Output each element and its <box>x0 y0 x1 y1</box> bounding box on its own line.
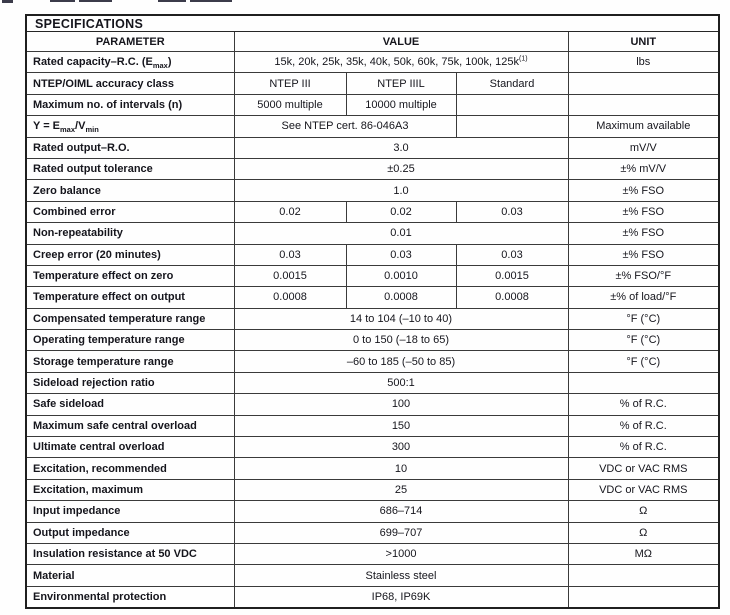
param-cell: Safe sideload <box>26 394 234 415</box>
param-cell: Zero balance <box>26 180 234 201</box>
unit-cell: Ω <box>568 522 719 543</box>
value-cell: NTEP III <box>234 73 346 94</box>
value-cell: 14 to 104 (–10 to 40) <box>234 308 568 329</box>
value-cell: 10000 multiple <box>346 94 456 115</box>
table-row-compensated-temp-range <box>26 308 719 329</box>
clipped-text-fragments <box>0 0 730 5</box>
unit-cell: VDC or VAC RMS <box>568 479 719 500</box>
param-cell: Insulation resistance at 50 VDC <box>26 543 234 564</box>
table-row-rated-capacity <box>26 52 719 73</box>
table-row-insulation-resistance <box>26 543 719 564</box>
unit-cell <box>568 586 719 608</box>
value-cell: 0.01 <box>234 223 568 244</box>
table-row-excitation-recommended <box>26 458 719 479</box>
value-cell: 0.03 <box>456 201 568 222</box>
column-header-unit: UNIT <box>568 32 719 52</box>
value-cell <box>456 116 568 137</box>
clipped-text-fragment <box>190 0 232 2</box>
value-cell: 0.03 <box>346 244 456 265</box>
param-cell: Excitation, recommended <box>26 458 234 479</box>
table-row-temp-effect-output <box>26 287 719 308</box>
table-row-non-repeatability <box>26 223 719 244</box>
param-cell <box>26 52 234 73</box>
table-row-input-impedance <box>26 501 719 522</box>
param-cell: Ultimate central overload <box>26 437 234 458</box>
param-cell: Environmental protection <box>26 586 234 608</box>
unit-cell: % of R.C. <box>568 437 719 458</box>
unit-cell: °F (°C) <box>568 330 719 351</box>
unit-cell: Maximum available <box>568 116 719 137</box>
unit-cell <box>568 565 719 586</box>
table-header-row <box>26 32 719 52</box>
param-cell: Material <box>26 565 234 586</box>
unit-cell: MΩ <box>568 543 719 564</box>
param-text: Rated capacity–R.C. (E <box>33 56 153 69</box>
table-title: SPECIFICATIONS <box>26 15 719 32</box>
unit-cell: ±% of load/°F <box>568 287 719 308</box>
table-row-temp-effect-zero <box>26 265 719 286</box>
unit-cell: lbs <box>568 52 719 73</box>
table-row-combined-error <box>26 201 719 222</box>
value-cell: 10 <box>234 458 568 479</box>
value-cell: 0.03 <box>456 244 568 265</box>
param-cell: Operating temperature range <box>26 330 234 351</box>
param-cell: Storage temperature range <box>26 351 234 372</box>
value-cell: 150 <box>234 415 568 436</box>
clipped-text-fragment <box>79 0 112 2</box>
value-cell: 0.0008 <box>456 287 568 308</box>
value-cell: 0.0015 <box>456 265 568 286</box>
param-cell: Excitation, maximum <box>26 479 234 500</box>
value-cell: Stainless steel <box>234 565 568 586</box>
param-cell: Maximum safe central overload <box>26 415 234 436</box>
unit-cell: ±% FSO/°F <box>568 265 719 286</box>
table-row-environmental-protection <box>26 586 719 608</box>
param-cell: Output impedance <box>26 522 234 543</box>
clipped-text-fragment <box>2 0 13 3</box>
unit-cell: Ω <box>568 501 719 522</box>
param-cell: Maximum no. of intervals (n) <box>26 94 234 115</box>
value-cell <box>456 94 568 115</box>
value-cell: ±0.25 <box>234 158 568 179</box>
value-cell: 0.0008 <box>234 287 346 308</box>
table-row-storage-temp-range <box>26 351 719 372</box>
param-text: /V <box>75 120 86 133</box>
unit-cell: % of R.C. <box>568 394 719 415</box>
unit-cell: VDC or VAC RMS <box>568 458 719 479</box>
table-row-rated-output-tolerance <box>26 158 719 179</box>
unit-cell: ±% FSO <box>568 244 719 265</box>
clipped-text-fragment <box>50 0 75 2</box>
table-row-safe-sideload <box>26 394 719 415</box>
value-cell: >1000 <box>234 543 568 564</box>
value-cell: 500:1 <box>234 372 568 393</box>
param-cell <box>26 116 234 137</box>
value-cell: Standard <box>456 73 568 94</box>
value-cell: 0 to 150 (–18 to 65) <box>234 330 568 351</box>
value-cell: IP68, IP69K <box>234 586 568 608</box>
param-cell: NTEP/OIML accuracy class <box>26 73 234 94</box>
param-cell: Temperature effect on output <box>26 287 234 308</box>
unit-cell: ±% FSO <box>568 180 719 201</box>
param-cell: Rated output–R.O. <box>26 137 234 158</box>
value-cell: –60 to 185 (–50 to 85) <box>234 351 568 372</box>
unit-cell: % of R.C. <box>568 415 719 436</box>
param-cell: Sideload rejection ratio <box>26 372 234 393</box>
unit-cell: ±% FSO <box>568 201 719 222</box>
value-cell: 300 <box>234 437 568 458</box>
table-row-creep-error <box>26 244 719 265</box>
value-cell: 1.0 <box>234 180 568 201</box>
value-cell: 0.0008 <box>346 287 456 308</box>
value-cell: 3.0 <box>234 137 568 158</box>
param-cell: Rated output tolerance <box>26 158 234 179</box>
param-cell: Input impedance <box>26 501 234 522</box>
unit-cell: ±% FSO <box>568 223 719 244</box>
value-cell: 0.02 <box>346 201 456 222</box>
value-cell: 0.03 <box>234 244 346 265</box>
table-row-material <box>26 565 719 586</box>
param-text: Y = E <box>33 120 61 133</box>
value-cell: See NTEP cert. 86-046A3 <box>234 116 456 137</box>
param-cell: Compensated temperature range <box>26 308 234 329</box>
table-row-sideload-rejection <box>26 372 719 393</box>
param-subscript: max <box>60 125 76 135</box>
value-cell: 686–714 <box>234 501 568 522</box>
table-row-ultimate-central-overload <box>26 437 719 458</box>
table-row-max-intervals <box>26 94 719 115</box>
param-cell: Temperature effect on zero <box>26 265 234 286</box>
unit-cell <box>568 372 719 393</box>
value-cell: NTEP IIIL <box>346 73 456 94</box>
table-row-excitation-maximum <box>26 479 719 500</box>
table-row-rated-output <box>26 137 719 158</box>
table-row-operating-temp-range <box>26 330 719 351</box>
specifications-table <box>25 14 720 609</box>
value-cell <box>234 52 568 73</box>
footnote-marker: (1) <box>519 55 528 63</box>
param-cell: Creep error (20 minutes) <box>26 244 234 265</box>
value-cell: 0.0015 <box>234 265 346 286</box>
param-text: ) <box>167 56 172 69</box>
value-text: 15k, 20k, 25k, 35k, 40k, 50k, 60k, 75k, 100k, 125k <box>274 56 520 69</box>
param-subscript: max <box>152 61 168 71</box>
param-cell: Combined error <box>26 201 234 222</box>
clipped-text-fragment <box>158 0 186 2</box>
unit-cell: °F (°C) <box>568 351 719 372</box>
table-row-output-impedance <box>26 522 719 543</box>
table-row-max-safe-central-overload <box>26 415 719 436</box>
value-cell: 25 <box>234 479 568 500</box>
table-row-zero-balance <box>26 180 719 201</box>
column-header-value: VALUE <box>234 32 568 52</box>
param-cell: Non-repeatability <box>26 223 234 244</box>
value-cell: 100 <box>234 394 568 415</box>
value-cell: 0.0010 <box>346 265 456 286</box>
table-row-accuracy-class <box>26 73 719 94</box>
table-title-row <box>26 15 719 32</box>
unit-cell <box>568 94 719 115</box>
value-cell: 5000 multiple <box>234 94 346 115</box>
unit-cell: mV/V <box>568 137 719 158</box>
unit-cell <box>568 73 719 94</box>
column-header-parameter: PARAMETER <box>26 32 234 52</box>
value-cell: 699–707 <box>234 522 568 543</box>
table-row-y-emax-vmin <box>26 116 719 137</box>
unit-cell: ±% mV/V <box>568 158 719 179</box>
value-cell: 0.02 <box>234 201 346 222</box>
param-subscript: min <box>85 125 99 135</box>
unit-cell: °F (°C) <box>568 308 719 329</box>
